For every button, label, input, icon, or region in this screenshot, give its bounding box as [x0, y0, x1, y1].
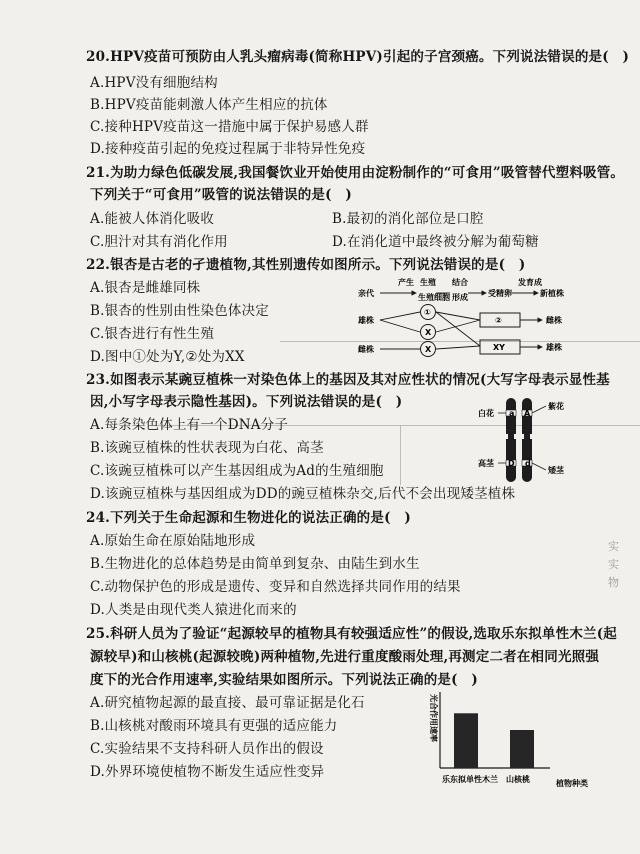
chart-y-axis-label: 光合作用速率: [429, 694, 438, 742]
q23-stem-line1: 23.如图表示某豌豆植株一对染色体上的基因及其对应性状的情况(大写字母表示显性基: [86, 372, 610, 388]
q20-stem: 20.HPV疫苗可预防由人乳头瘤病毒(简称HPV)引起的子宫颈癌。下列说法错误的是( ): [86, 49, 630, 65]
q25-option-d: D.外界环境使植物不断发生适应性变异: [90, 764, 325, 780]
q25-option-a: A.研究植物起源的最直接、最可靠证据是化石: [90, 695, 365, 711]
fig22-circle-x2: X: [425, 345, 432, 354]
fig22-right-female: 雌株: [546, 316, 562, 325]
fig23-label-short: 矮茎: [548, 466, 564, 475]
q20-option-b: B.HPV疫苗能刺激人体产生相应的抗体: [90, 97, 328, 113]
chart-category-label: 山核桃: [506, 775, 530, 784]
q25-stem-line2: 源较早)和山核桃(起源较晚)两种植物,先进行重度酸雨处理,再测定二者在相同光照强: [90, 649, 600, 665]
fig22-top-label-produce: 产生: [398, 278, 414, 287]
q22-option-c: C.银杏进行有性生殖: [90, 326, 215, 342]
fig23-label-tall: 高茎: [478, 459, 494, 468]
fig22-top-label-combine: 结合: [452, 278, 468, 287]
q25-option-b: B.山核桃对酸雨环境具有更强的适应能力: [90, 718, 338, 734]
q25-option-c: C.实验结果不支持科研人员作出的假设: [90, 741, 324, 757]
fig23-label-purple: 紫花: [548, 402, 564, 411]
q24-stem: 24.下列关于生命起源和生物进化的说法正确的是( ): [86, 510, 411, 526]
chart-bar-1: [510, 730, 534, 768]
q21-option-a: A.能被人体消化吸收: [90, 211, 215, 227]
q24-option-b: B.生物进化的总体趋势是由简单到复杂、由陆生到水生: [90, 556, 420, 572]
fig22-left-male: 雄株: [358, 316, 374, 325]
q23-option-a: A.每条染色体上有一个DNA分子: [90, 417, 289, 433]
chart-bar-0: [454, 713, 478, 768]
fig23-gene-a: a: [509, 409, 515, 418]
q21-option-d: D.在消化道中最终被分解为葡萄糖: [332, 234, 539, 250]
q21-stem-line2: 下列关于“可食用”吸管的说法错误的是( ): [90, 187, 353, 203]
fig22-label-form: 形成: [452, 293, 468, 302]
q22-option-a: A.银杏是雌雄同株: [90, 280, 201, 296]
fig23-gene-D: D: [508, 459, 515, 468]
q21-option-c: C.胆汁对其有消化作用: [90, 234, 228, 250]
q23-chromosome-figure: [470, 392, 600, 492]
fig22-box-2: ②: [495, 316, 502, 325]
q25-stem-line3: 度下的光合作用速率,实验结果如图所示。下列说法正确的是( ): [90, 672, 478, 688]
q22-stem: 22.银杏是古老的孑遗植物,其性别遗传如图所示。下列说法错误的是( ): [86, 257, 526, 273]
fig22-circle-1: ①: [424, 308, 431, 317]
fig22-label-gamete: 生殖细胞: [418, 293, 450, 302]
fig22-right-male: 雄株: [546, 343, 562, 352]
q20-option-c: C.接种HPV疫苗这一措施中属于保护易感人群: [90, 119, 369, 135]
q24-option-a: A.原始生命在原始陆地形成: [90, 533, 256, 549]
q20-option-a: A.HPV没有细胞结构: [90, 75, 218, 91]
q22-inheritance-diagram: [340, 276, 580, 362]
q21-option-b: B.最初的消化部位是口腔: [332, 211, 484, 227]
q22-option-d: D.图中①处为Y,②处为XX: [90, 349, 245, 365]
fig22-left-female: 雌株: [358, 345, 374, 354]
q22-option-b: B.银杏的性别由性染色体决定: [90, 303, 270, 319]
scan-artifact-line: [400, 425, 401, 485]
chart-x-axis-label: 植物种类: [556, 779, 588, 788]
fig22-label-zygote: 受精卵: [488, 289, 512, 298]
fig22-top-label-reproductive: 生殖: [420, 278, 436, 287]
q21-stem-line1: 21.为助力绿色低碳发展,我国餐饮业开始使用由淀粉制作的“可食用”吸管替代塑料吸管。: [86, 165, 625, 181]
fig22-label-new-plant: 新植株: [540, 289, 564, 298]
fig22-top-label-develop: 发育成: [518, 278, 542, 287]
chart-category-label: 乐东拟单性木兰: [442, 775, 498, 784]
q23-option-c: C.该豌豆植株可以产生基因组成为Ad的生殖细胞: [90, 463, 384, 479]
fig23-label-white: 白花: [478, 409, 494, 418]
fig22-box-xy: XY: [493, 343, 505, 352]
q25-bar-chart: [410, 686, 610, 796]
fig23-gene-d: d: [525, 459, 531, 468]
q20-option-d: D.接种疫苗引起的免疫过程属于非特异性免疫: [90, 141, 366, 157]
edge-mark: 实: [608, 540, 619, 553]
fig22-label-parent: 亲代: [358, 289, 374, 298]
edge-mark: 实: [608, 558, 619, 571]
q23-option-b: B.该豌豆植株的性状表现为白花、高茎: [90, 440, 324, 456]
q23-stem-line2: 因,小写字母表示隐性基因)。下列说法错误的是( ): [90, 394, 403, 410]
q24-option-c: C.动物保护色的形成是遗传、变异和自然选择共同作用的结果: [90, 579, 461, 595]
q23-option-d: D.该豌豆植株与基因组成为DD的豌豆植株杂交,后代不会出现矮茎植株: [90, 486, 516, 502]
fig22-circle-x: X: [425, 328, 432, 337]
edge-mark: 物: [608, 576, 619, 589]
q24-option-d: D.人类是由现代类人猿进化而来的: [90, 602, 297, 618]
q25-stem-line1: 25.科研人员为了验证“起源较早的植物具有较强适应性”的假设,选取乐东拟单性木兰(起: [86, 626, 618, 642]
fig23-gene-A: A: [524, 409, 531, 418]
